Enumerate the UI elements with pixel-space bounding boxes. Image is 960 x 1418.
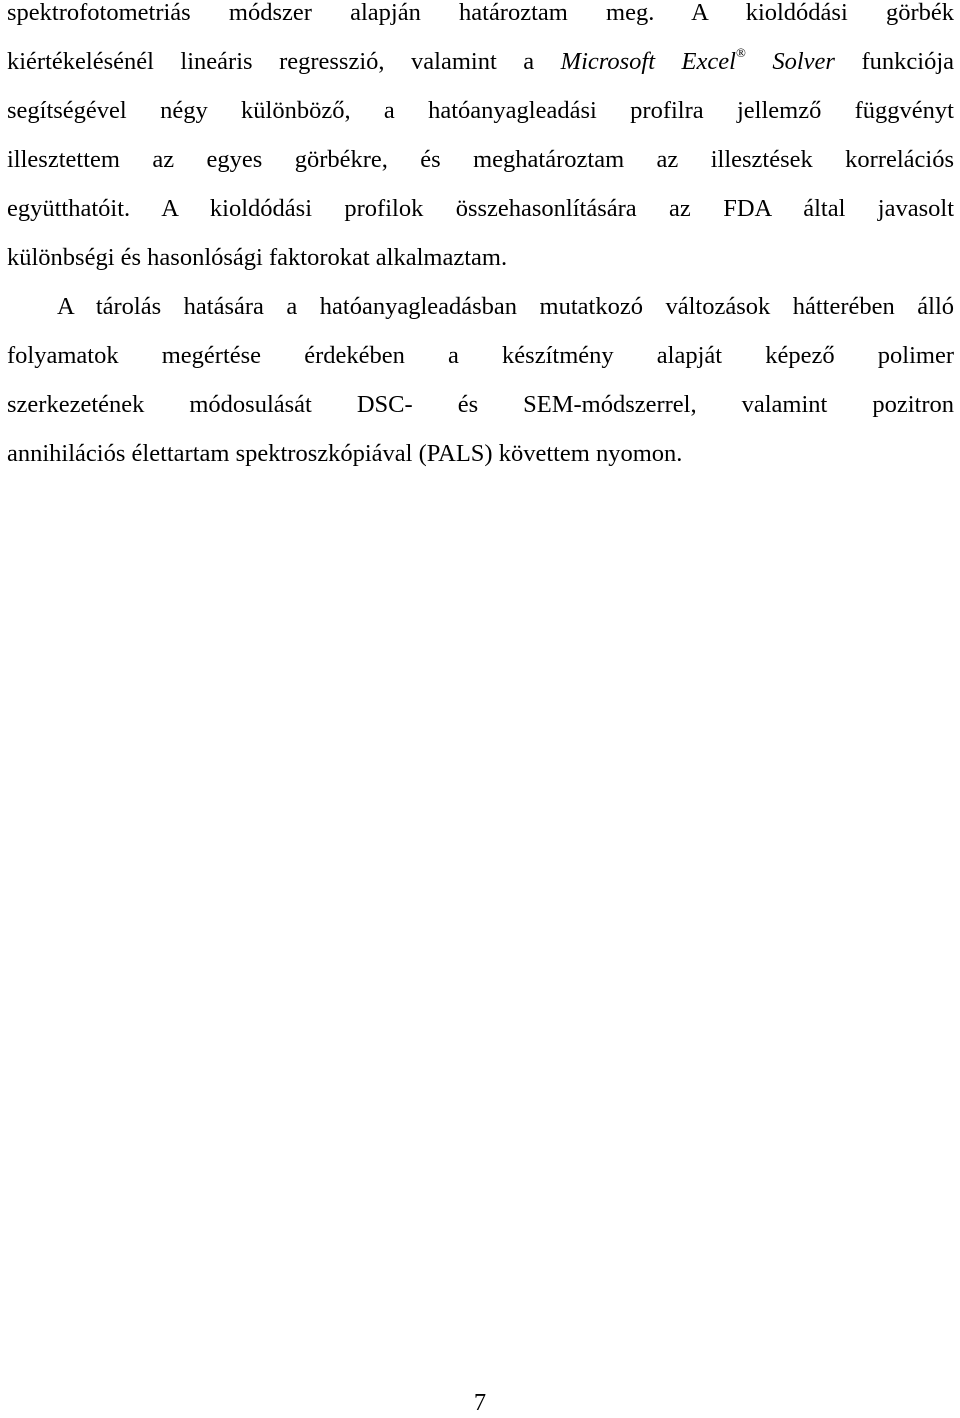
paragraph-1-line-2 [7, 47, 954, 77]
line-2-text-after: funkciója [834, 48, 955, 75]
paragraph-1-line-1: spektrofotometriás módszer alapján határoztam meg. A kioldódási görbék [7, 0, 954, 26]
registered-mark: ® [735, 45, 746, 60]
page-number: 7 [473, 1389, 487, 1416]
line-2-text-before: kiértékelésénél lineáris regresszió, valamint a [7, 48, 561, 75]
paragraph-1-line-4: illesztettem az egyes görbékre, és meghatároztam az illesztések korrelációs [7, 146, 954, 173]
paragraph-2-line-1: A tárolás hatására a hatóanyagleadásban mutatkozó változások hátterében álló [57, 293, 954, 320]
paragraph-2-line-4: annihilációs élettartam spektroszkópiával (PALS) követtem nyomon. [7, 440, 683, 467]
paragraph-2-line-2: folyamatok megértése érdekében a készítmény alapját képező polimer [7, 342, 954, 369]
paragraph-2-line-3: szerkezetének módosulását DSC- és SEM-módszerrel, valamint pozitron [7, 391, 954, 418]
solver-text: Solver [772, 48, 835, 75]
paragraph-1-line-3: segítségével négy különböző, a hatóanyagleadási profilra jellemző függvényt [7, 97, 954, 124]
paragraph-1-line-6: különbségi és hasonlósági faktorokat alkalmaztam. [7, 244, 508, 271]
line-2-space [746, 48, 773, 75]
microsoft-excel-text: Microsoft Excel [560, 48, 736, 75]
paragraph-1-line-5: együtthatóit. A kioldódási profilok összehasonlítására az FDA által javasolt [7, 195, 954, 222]
